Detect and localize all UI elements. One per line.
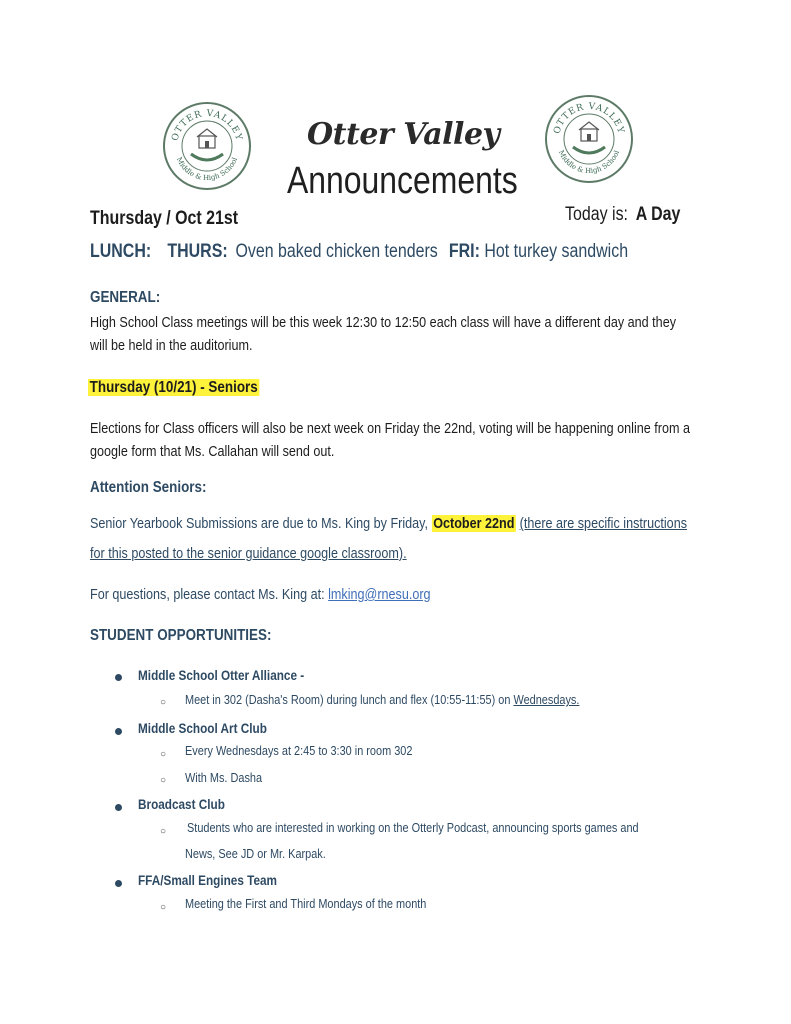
lunch-label: LUNCH: [90, 241, 152, 262]
lunch-fri-label: FRI: [448, 241, 480, 262]
contact-text: For questions, please contact Ms. King at: [90, 586, 325, 603]
sub-bullet-icon: ○ [160, 902, 167, 913]
highlight-text: Thursday (10/21) - Seniors [89, 379, 258, 396]
svg-text:OTTER VALLEY: OTTER VALLEY [170, 108, 244, 143]
otter-alliance-text: Meet in 302 (Dasha's Room) during lunch and flex (10:55-11:55) on [185, 692, 511, 707]
yearbook-instructions: (there are specific instructions [519, 515, 688, 532]
svg-text:Middle & High School: Middle & High School [174, 155, 240, 183]
yearbook-deadline: October 22nd [433, 515, 515, 532]
contact-email-link[interactable]: lmking@rnesu.org [328, 586, 431, 603]
art-club-detail-2: With Ms. Dasha [185, 770, 263, 785]
today-label: Today is: [565, 204, 628, 225]
opportunity-title-broadcast-club: Broadcast Club [138, 796, 225, 812]
broadcast-club-detail-1: Students who are interested in working on the Otterly Podcast, announcing sports games and [187, 820, 639, 835]
yearbook-text: Senior Yearbook Submissions are due to Ms. King by Friday, [90, 515, 429, 532]
opportunity-title-art-club: Middle School Art Club [138, 720, 267, 736]
lunch-thurs-label: THURS: [167, 241, 228, 262]
general-line-1: High School Class meetings will be this week 12:30 to 12:50 each class will have a different day and they [90, 314, 677, 331]
ffa-detail: Meeting the First and Third Mondays of the month [185, 896, 427, 911]
today-indicator [565, 204, 680, 226]
yearbook-line-1 [90, 515, 687, 532]
seniors-meeting-highlight [88, 379, 259, 397]
announcement-date: Thursday / Oct 21st [90, 208, 239, 229]
bullet-icon [115, 804, 122, 811]
wednesdays-link: Wednesdays. [513, 692, 580, 707]
school-seal-left [163, 102, 251, 190]
lunch-line [90, 241, 628, 263]
yearbook-line-2: for this posted to the senior guidance google classroom). [90, 545, 407, 562]
page-title-line1: Otter Valley [307, 117, 500, 152]
sub-bullet-icon: ○ [160, 775, 167, 786]
sub-bullet-icon: ○ [160, 826, 167, 837]
svg-text:Middle & High School: Middle & High School [556, 148, 622, 176]
opportunity-title-otter-alliance: Middle School Otter Alliance - [138, 667, 305, 683]
broadcast-club-detail-2: News, See JD or Mr. Karpak. [185, 846, 326, 861]
lunch-fri-value: Hot turkey sandwich [484, 241, 629, 262]
art-club-detail-1: Every Wednesdays at 2:45 to 3:30 in room 302 [185, 743, 413, 758]
bullet-icon [115, 728, 122, 735]
opportunity-title-ffa: FFA/Small Engines Team [138, 872, 277, 888]
otter-alliance-detail [185, 692, 579, 707]
opportunities-heading: STUDENT OPPORTUNITIES: [90, 627, 272, 644]
general-heading: GENERAL: [90, 289, 161, 306]
bullet-icon [115, 674, 122, 681]
today-value: A Day [635, 204, 681, 225]
lunch-thurs-value: Oven baked chicken tenders [235, 241, 438, 262]
bullet-icon [115, 880, 122, 887]
page-title-line2: Announcements [287, 160, 518, 202]
school-seal-right [545, 95, 633, 183]
elections-line-1: Elections for Class officers will also be next week on Friday the 22nd, voting will be happening online from a [90, 420, 690, 437]
seniors-heading: Attention Seniors: [90, 479, 207, 496]
elections-line-2: google form that Ms. Callahan will send out. [90, 443, 335, 460]
sub-bullet-icon: ○ [160, 749, 167, 760]
sub-bullet-icon: ○ [160, 697, 167, 708]
svg-text:OTTER VALLEY: OTTER VALLEY [552, 101, 626, 136]
contact-line [90, 586, 431, 603]
general-line-2: will be held in the auditorium. [90, 337, 253, 354]
